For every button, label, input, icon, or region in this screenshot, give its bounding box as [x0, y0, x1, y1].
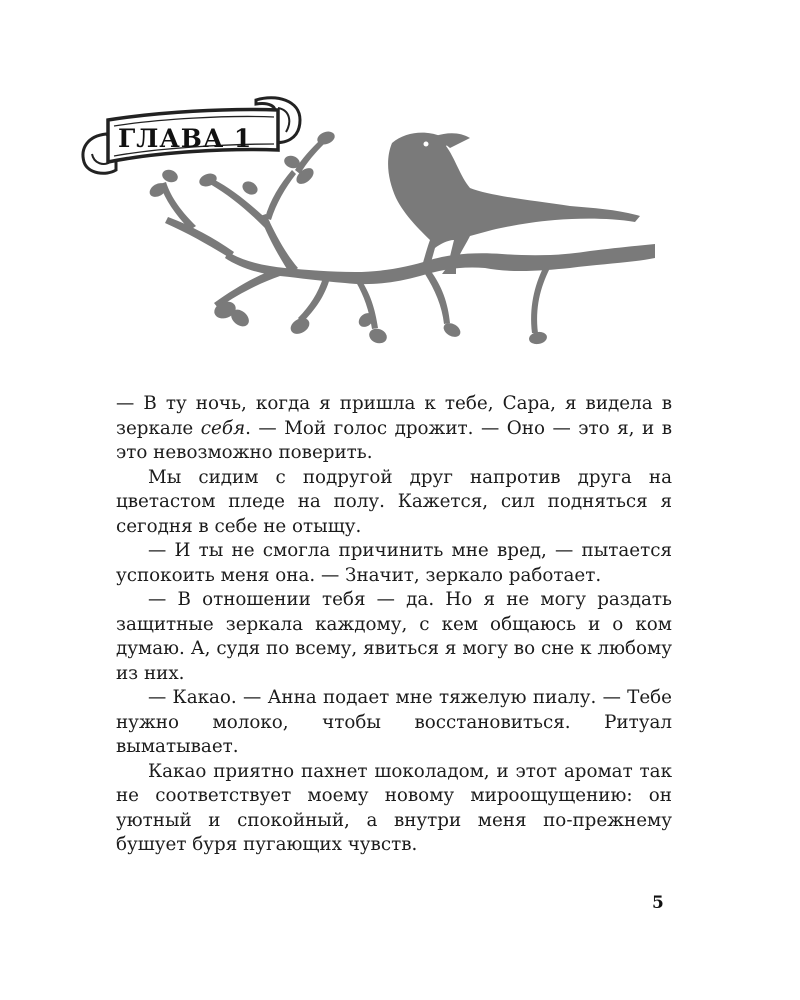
chapter-title: ГЛАВА 1 [118, 124, 253, 153]
chapter-body-text [116, 392, 672, 858]
paragraph-text: . — Мой голос дрожит. — Оно — это я, и в это невозможно поверить. [116, 417, 672, 463]
raven-illustration [130, 118, 670, 368]
paragraph-text: — В ту ночь, когда я пришла к тебе, Сара, я видела в зеркале [116, 393, 672, 439]
emphasis-text: себя [200, 417, 246, 439]
page-number: 5 [652, 893, 664, 913]
paragraph [116, 760, 672, 858]
raven-eye [424, 142, 429, 147]
paragraph [116, 392, 672, 466]
paragraph-text: Какао приятно пахнет шоколадом, и этот аромат так не соответствует моему новому мироощущению: он уютный и спокойный, а внутри меня по-прежнему бушует буря пугающих чувств. [116, 760, 672, 855]
paragraph [116, 588, 672, 686]
paragraph-text: — И ты не смогла причинить мне вред, — пытается успокоить меня она. — Значит, зеркало работает. [116, 540, 672, 586]
paragraph [116, 686, 672, 760]
paragraph [116, 466, 672, 540]
paragraph [116, 539, 672, 588]
paragraph-text: — Какао. — Анна подает мне тяжелую пиалу. — Тебе нужно молоко, чтобы восстановиться. Ритуал выматывает. [116, 687, 672, 757]
raven-on-branch-icon [130, 118, 670, 368]
paragraph-text: — В отношении тебя — да. Но я не могу раздать защитные зеркала каждому, с кем общаюсь и о ком думаю. А, судя по всему, явиться я могу во сне к любому из них. [116, 589, 672, 684]
paragraph-text: Мы сидим с подругой друг напротив друга на цветастом пледе на полу. Кажется, сил подняться я сегодня в себе не отыщу. [116, 466, 672, 537]
